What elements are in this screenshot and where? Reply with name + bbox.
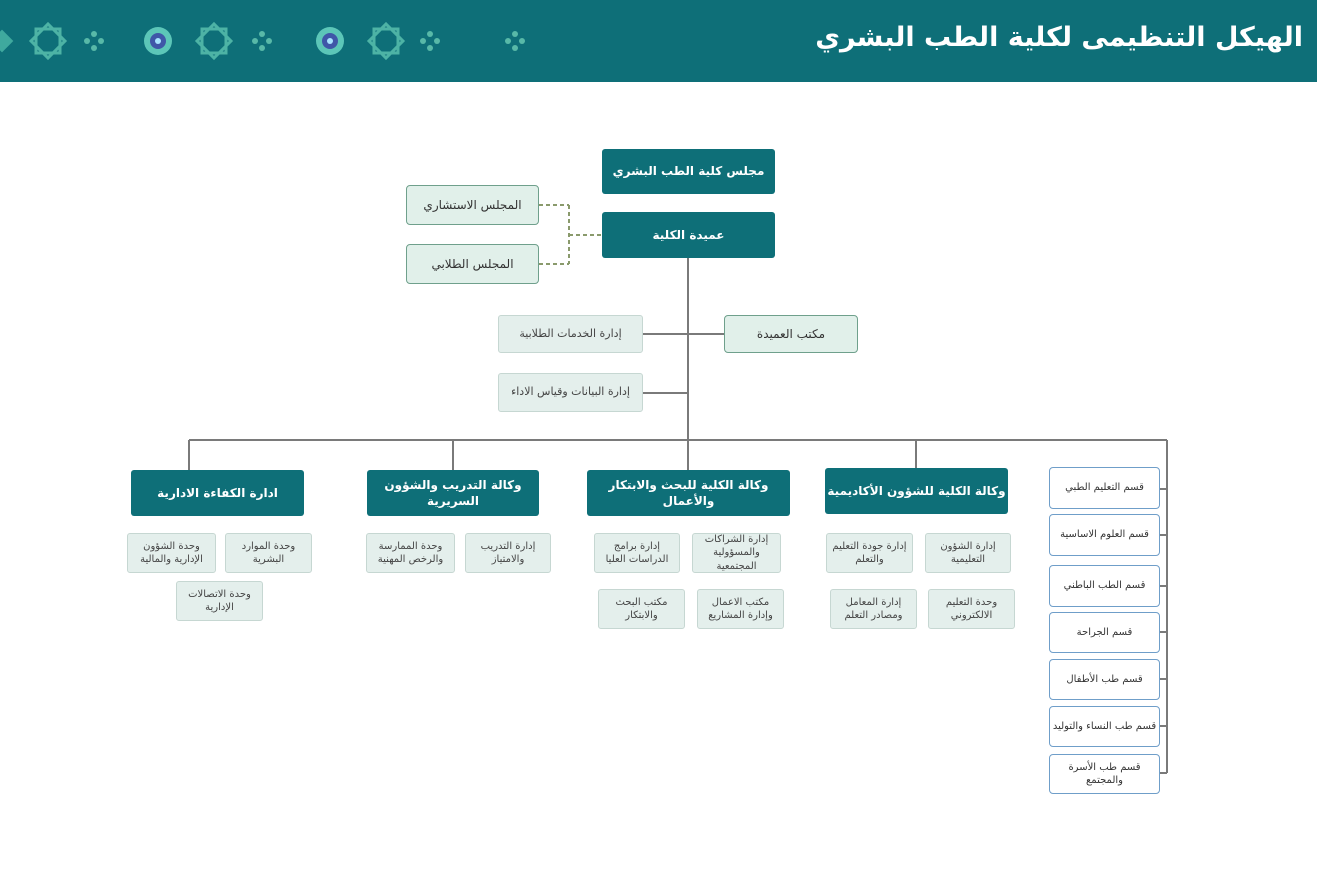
data-performance-box: إدارة البيانات وقياس الاداء: [498, 373, 643, 412]
dean-office-box: مكتب العميدة: [724, 315, 858, 353]
department-item: قسم الجراحة: [1049, 612, 1160, 653]
unit-business-projects: مكتب الاعمال وإدارة المشاريع: [697, 589, 784, 629]
unit-research-innovation: مكتب البحث والابتكار: [598, 589, 685, 629]
page-title: الهيكل التنظيمى لكلية الطب البشري: [815, 22, 1303, 53]
unit-graduate-programs: إدارة برامج الدراسات العليا: [594, 533, 680, 573]
unit-training-internship: إدارة التدريب والامتياز: [465, 533, 551, 573]
unit-hr: وحدة الموارد البشرية: [225, 533, 312, 573]
unit-quality: إدارة جودة التعليم والتعلم: [826, 533, 913, 573]
unit-admin-finance: وحدة الشؤون الإدارية والمالية: [127, 533, 216, 573]
unit-practice-licenses: وحدة الممارسة والرخص المهنية: [366, 533, 455, 573]
training-head: وكالة التدريب والشؤون السريرية: [367, 470, 539, 516]
unit-elearning: وحدة التعليم الالكتروني: [928, 589, 1015, 629]
unit-educational-affairs: إدارة الشؤون التعليمية: [925, 533, 1011, 573]
dean-box: عميدة الكلية: [602, 212, 775, 258]
department-item: قسم الطب الباطني: [1049, 565, 1160, 607]
unit-partnerships: إدارة الشراكات والمسؤولية المجتمعية: [692, 533, 781, 573]
unit-admin-communications: وحدة الاتصالات الإدارية: [176, 581, 263, 621]
admin-efficiency-head: ادارة الكفاءة الادارية: [131, 470, 304, 516]
department-item: قسم العلوم الاساسية: [1049, 514, 1160, 556]
student-council-box: المجلس الطلابي: [406, 244, 539, 284]
department-item: قسم طب الأطفال: [1049, 659, 1160, 700]
research-head: وكالة الكلية للبحث والابتكار والأعمال: [587, 470, 790, 516]
college-council-box: مجلس كلية الطب البشري: [602, 149, 775, 194]
department-item: قسم طب النساء والتوليد: [1049, 706, 1160, 747]
student-services-box: إدارة الخدمات الطلابية: [498, 315, 643, 353]
advisory-council-box: المجلس الاستشاري: [406, 185, 539, 225]
department-item: قسم طب الأسرة والمجتمع: [1049, 754, 1160, 794]
department-item: قسم التعليم الطبي: [1049, 467, 1160, 509]
academic-head: وكالة الكلية للشؤون الأكاديمية: [825, 468, 1008, 514]
unit-labs: إدارة المعامل ومصادر التعلم: [830, 589, 917, 629]
